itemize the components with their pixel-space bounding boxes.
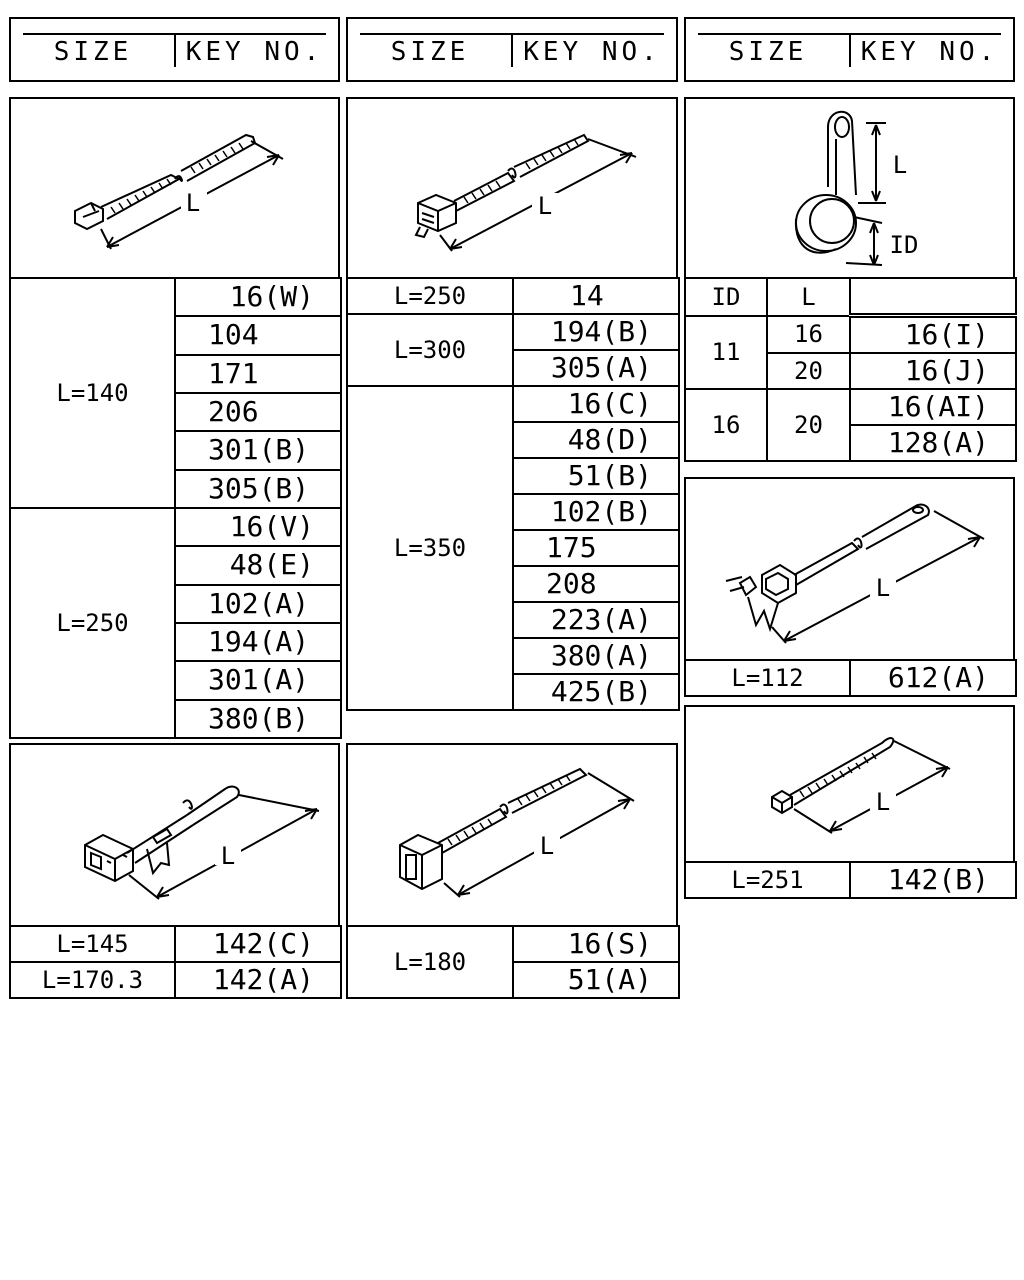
size-cell: L=250 [347, 278, 513, 314]
key-cell: 102(B) [513, 494, 679, 530]
l-cell: 16 [767, 316, 850, 354]
key-cell: 48(E) [175, 546, 341, 584]
panel-f-table [346, 925, 680, 999]
key-cell: 380(B) [175, 700, 341, 738]
key-cell: 14 [513, 278, 679, 314]
key-cell: 16(S) [513, 926, 679, 962]
length-label: L [892, 151, 908, 179]
l-column-header: L [767, 278, 850, 316]
key-cell: 612(A) [850, 660, 1016, 696]
size-cell: L=180 [347, 926, 513, 998]
push-mount-tie-figure [9, 743, 340, 927]
panel-g-table [684, 861, 1017, 899]
header-box-2 [346, 17, 678, 82]
key-cell: 142(C) [175, 926, 341, 962]
key-cell: 194(B) [513, 314, 679, 350]
small-cable-tie-drawing [686, 707, 1017, 865]
clamp-figure [684, 97, 1015, 279]
panel-c-table [684, 277, 1017, 462]
mount-tie-figure [346, 743, 678, 927]
key-no-header: KEY NO. [860, 37, 999, 67]
key-no-header: KEY NO. [523, 37, 661, 67]
length-label: L [537, 192, 553, 220]
mount-tie-drawing [348, 745, 680, 929]
size-header: SIZE [390, 37, 470, 67]
panel-e-table [9, 925, 342, 999]
header-box-3 [684, 17, 1015, 82]
size-cell: L=250 [10, 508, 175, 738]
key-cell: 16(J) [850, 353, 1016, 389]
l-cell: 20 [767, 389, 850, 461]
key-cell: 301(A) [175, 661, 341, 699]
small-cable-tie-figure [684, 705, 1015, 863]
id-cell: 16 [685, 389, 767, 461]
key-cell: 16(I) [850, 316, 1016, 354]
key-cell: 16(W) [175, 278, 341, 316]
size-cell: L=251 [685, 862, 850, 898]
push-mount-tie-drawing [11, 745, 342, 929]
cable-tie-figure-a [9, 97, 340, 279]
key-cell: 206 [175, 393, 341, 431]
length-label: L [220, 842, 236, 870]
panel-a-table [9, 277, 342, 739]
key-cell: 48(D) [513, 422, 679, 458]
key-cell: 175 [513, 530, 679, 566]
key-cell: 194(A) [175, 623, 341, 661]
key-cell: 102(A) [175, 585, 341, 623]
id-column-header: ID [685, 278, 767, 316]
key-cell: 128(A) [850, 425, 1016, 461]
key-cell: 223(A) [513, 602, 679, 638]
size-header: SIZE [53, 37, 133, 67]
panel-b-table [346, 277, 680, 711]
size-header: SIZE [728, 37, 808, 67]
key-cell: 51(A) [513, 962, 679, 998]
size-cell: L=145 [10, 926, 175, 962]
key-cell: 16(V) [175, 508, 341, 546]
inner-diameter-label: ID [889, 231, 919, 259]
key-cell: 51(B) [513, 458, 679, 494]
key-cell: 380(A) [513, 638, 679, 674]
cable-tie-drawing [348, 99, 680, 281]
key-no-header: KEY NO. [185, 37, 324, 67]
key-cell: 142(B) [850, 862, 1016, 898]
size-cell: L=350 [347, 386, 513, 710]
size-cell: L=112 [685, 660, 850, 696]
length-label: L [539, 832, 555, 860]
key-cell: 208 [513, 566, 679, 602]
anchor-tie-drawing [686, 479, 1017, 663]
key-cell: 305(B) [175, 470, 341, 508]
header-box-1 [9, 17, 340, 82]
size-cell: L=140 [10, 278, 175, 508]
size-cell: L=300 [347, 314, 513, 386]
id-cell: 11 [685, 316, 767, 390]
key-cell: 16(C) [513, 386, 679, 422]
cable-tie-drawing [11, 99, 342, 281]
key-cell: 142(A) [175, 962, 341, 998]
key-cell: 104 [175, 316, 341, 354]
length-label: L [875, 574, 891, 602]
l-cell: 20 [767, 353, 850, 389]
anchor-tie-figure [684, 477, 1015, 661]
clamp-drawing [686, 99, 1017, 281]
key-cell: 301(B) [175, 431, 341, 469]
length-label: L [875, 788, 891, 816]
key-cell: 16(AI) [850, 389, 1016, 425]
key-cell: 305(A) [513, 350, 679, 386]
cable-tie-figure-b [346, 97, 678, 279]
key-cell: 171 [175, 355, 341, 393]
key-cell: 425(B) [513, 674, 679, 710]
panel-d-table [684, 659, 1017, 697]
size-cell: L=170.3 [10, 962, 175, 998]
length-label: L [185, 189, 201, 217]
